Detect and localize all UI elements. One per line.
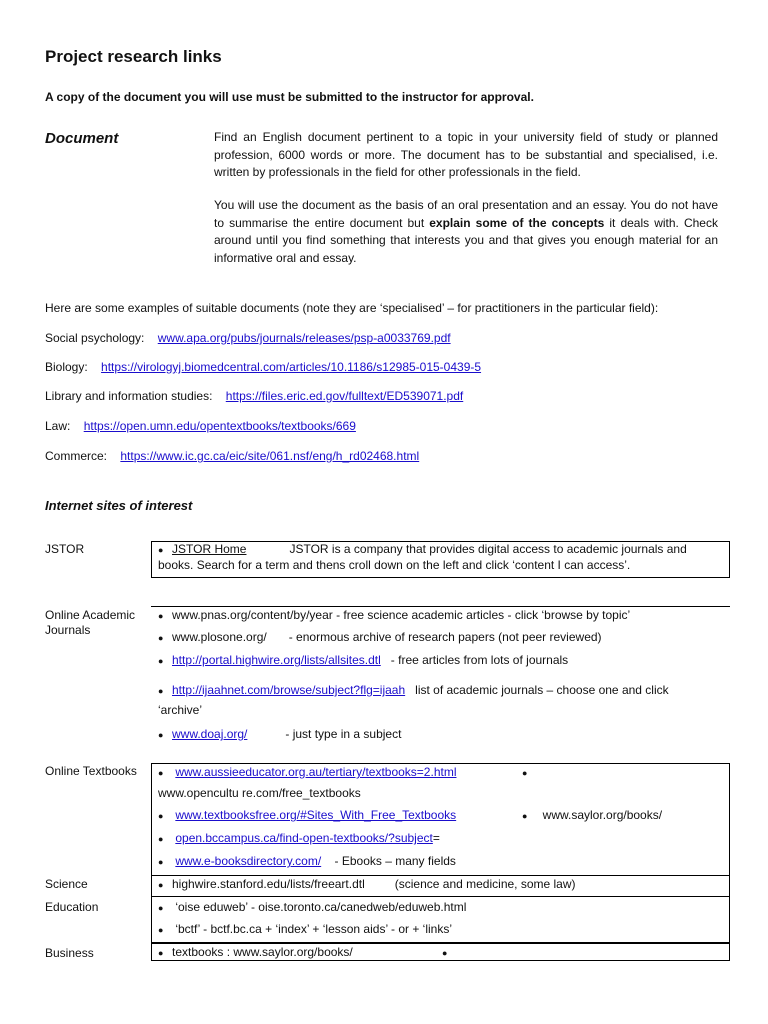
example-label: Law: xyxy=(45,419,71,433)
education-item-text: ‘bctf’ - bctf.bc.ca + ‘index’ + ‘lesson aids’ - or + ‘links’ xyxy=(175,922,453,936)
opencultu re-text: www.opencultu re.com/free_textbooks xyxy=(158,786,361,800)
journals-item xyxy=(158,608,723,624)
textbooksfree-link[interactable]: www.textbooksfree.org/#Sites_With_Free_Textbooks xyxy=(175,808,457,822)
document-paragraph-2 xyxy=(214,197,718,267)
doaj-link[interactable]: www.doaj.org/ xyxy=(172,727,248,741)
bullet-icon: ● xyxy=(158,768,164,778)
ebooks-desc: - Ebooks – many fields xyxy=(334,854,456,868)
example-row xyxy=(45,419,356,433)
bullet-icon: ● xyxy=(522,811,528,821)
education-item xyxy=(158,900,466,916)
journals-item-text: www.pnas.org/content/by/year - free science academic articles - click ‘browse by topic’ xyxy=(172,608,631,622)
bullet-icon: ● xyxy=(158,730,164,740)
example-label: Biology: xyxy=(45,360,88,374)
journals-item-desc: - enormous archive of research papers (not peer reviewed) xyxy=(288,630,602,644)
journals-item xyxy=(158,727,723,743)
journals-item-desc: list of academic journals – choose one and click xyxy=(415,683,669,697)
example-link[interactable]: https://open.umn.edu/opentextbooks/textbooks/669 xyxy=(83,419,356,433)
paragraph-2-bold: explain some of the concepts xyxy=(429,215,605,230)
jstor-description-line2: books. Search for a term and thens croll down on the left and click ‘content I can access’. xyxy=(158,558,631,572)
business-item xyxy=(442,945,456,961)
example-label: Commerce: xyxy=(45,449,108,463)
row-label-business: Business xyxy=(45,946,94,960)
journals-item-desc-line2: ‘archive’ xyxy=(158,703,203,717)
row-label-textbooks: Online Textbooks xyxy=(45,764,137,778)
document-paragraph-1: Find an English document pertinent to a topic in your university field of study or planned profession, 6000 words or more. The document has to be substantial and specialised, i.e. written by professionals in the field for other professionals in the field. xyxy=(214,130,718,179)
journals-item-desc: - just type in a subject xyxy=(285,727,402,741)
bullet-icon: ● xyxy=(158,834,164,844)
row-label-line: Journals xyxy=(45,623,91,637)
example-row xyxy=(45,360,481,374)
business-item xyxy=(158,945,353,961)
journals-item-site: www.plosone.org/ xyxy=(172,630,267,644)
bccampus-tail: = xyxy=(432,831,440,845)
business-item-text: textbooks : www.saylor.org/books/ xyxy=(172,945,353,959)
science-site: highwire.stanford.edu/lists/freeart.dtl xyxy=(172,877,365,891)
science-desc: (science and medicine, some law) xyxy=(394,877,576,891)
document-section-label: Document xyxy=(45,130,119,147)
examples-intro: Here are some examples of suitable documents (note they are ‘specialised’ – for practitioners in the particular field): xyxy=(45,301,659,315)
bullet-icon: ● xyxy=(158,656,164,666)
textbooks-item xyxy=(522,808,662,824)
bullet-icon: ● xyxy=(158,903,164,913)
bullet-icon: ● xyxy=(158,948,164,958)
example-link[interactable]: https://www.ic.gc.ca/eic/site/061.nsf/eng/h_rd02468.html xyxy=(120,449,420,463)
example-link[interactable]: www.apa.org/pubs/journals/releases/psp-a0033769.pdf xyxy=(157,331,451,345)
jstor-description: JSTOR is a company that provides digital access to academic journals and xyxy=(289,542,687,556)
bullet-icon: ● xyxy=(158,857,164,867)
journals-top-border xyxy=(151,606,730,607)
row-label-jstor: JSTOR xyxy=(45,542,85,556)
example-link[interactable]: https://files.eric.ed.gov/fulltext/ED539071.pdf xyxy=(225,389,464,403)
example-row xyxy=(45,331,451,345)
journals-item-desc: - free articles from lots of journals xyxy=(390,653,569,667)
bullet-icon: ● xyxy=(158,811,164,821)
education-item-text: ‘oise eduweb’ - oise.toronto.ca/canedweb/eduweb.html xyxy=(175,900,467,914)
row-label-science: Science xyxy=(45,877,88,891)
row-label-education: Education xyxy=(45,900,99,914)
bullet-icon: ● xyxy=(158,925,164,935)
aussieeducator-link[interactable]: www.aussieeducator.org.au/tertiary/textbooks=2.html xyxy=(175,765,457,779)
highwire-link[interactable]: http://portal.highwire.org/lists/allsites.dtl xyxy=(172,653,381,667)
textbooks-item xyxy=(158,831,440,847)
example-link[interactable]: https://virologyj.biomedcentral.com/articles/10.1186/s12985-015-0439-5 xyxy=(101,360,482,374)
jstor-cell xyxy=(158,542,723,573)
textbooks-item xyxy=(158,854,456,870)
textbooks-item xyxy=(158,808,456,824)
page-subtitle: A copy of the document you will use must be submitted to the instructor for approval. xyxy=(45,90,534,104)
bullet-icon: ● xyxy=(158,633,164,643)
jstor-home-link[interactable]: JSTOR Home xyxy=(172,542,247,556)
journals-item xyxy=(158,683,723,718)
row-label-line: Online Academic xyxy=(45,608,136,622)
journals-item xyxy=(158,630,723,646)
bullet-icon: ● xyxy=(522,768,528,778)
bullet-icon: ● xyxy=(158,686,164,696)
example-row xyxy=(45,449,419,463)
bccampus-link[interactable]: open.bccampus.ca/find-open-textbooks/?subject xyxy=(175,831,433,845)
example-row xyxy=(45,389,463,403)
internet-sites-heading: Internet sites of interest xyxy=(45,498,193,513)
example-label: Library and information studies: xyxy=(45,389,213,403)
journals-item xyxy=(158,653,723,669)
paragraph-2-text-end: it deals with. Check around until you find something that interests you and that gives you enough material for an informative oral and essay. xyxy=(214,215,718,265)
education-item xyxy=(158,922,452,938)
page-title: Project research links xyxy=(45,47,222,66)
bullet-icon: ● xyxy=(442,948,448,958)
bullet-icon: ● xyxy=(158,880,164,890)
paragraph-2-text-start: You will use the document as the basis of an oral presentation and an essay. You do not have to summarise the entire document but xyxy=(214,198,718,230)
ebooksdirectory-link[interactable]: www.e-booksdirectory.com/ xyxy=(175,854,322,868)
row-label-journals xyxy=(45,608,135,638)
textbooks-item xyxy=(158,765,457,781)
saylor-text: www.saylor.org/books/ xyxy=(542,808,663,822)
ijaahnet-link[interactable]: http://ijaahnet.com/browse/subject?flg=ijaah xyxy=(172,683,406,697)
bullet-icon: ● xyxy=(158,611,164,621)
bullet-icon: ● xyxy=(158,545,164,555)
textbooks-item xyxy=(522,765,536,781)
example-label: Social psychology: xyxy=(45,331,145,345)
science-item xyxy=(158,877,576,893)
